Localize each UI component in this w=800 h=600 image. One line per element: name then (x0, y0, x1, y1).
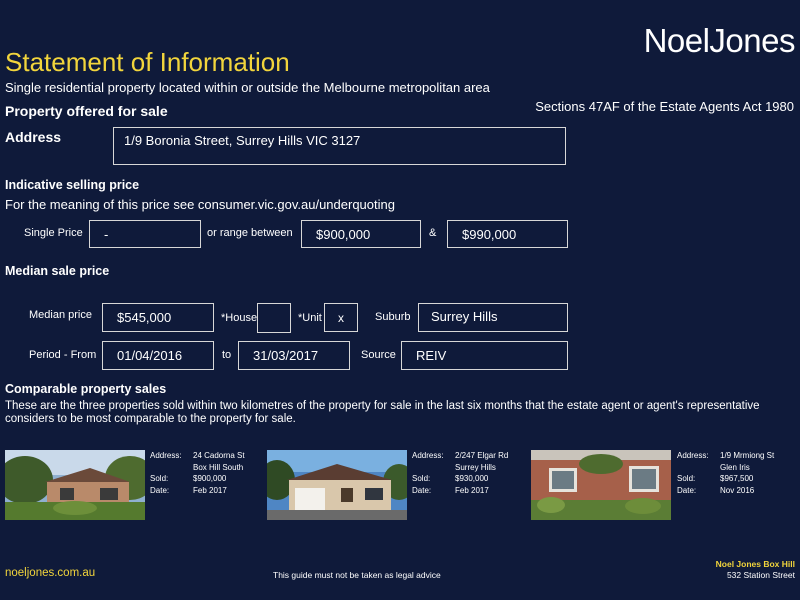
property-1-address-line1: 24 Cadorna St (193, 451, 245, 460)
property-2-address-label: Address: (412, 451, 444, 460)
source-label: Source (361, 349, 396, 361)
property-2-date-label: Date: (412, 485, 432, 495)
office-name: Noel Jones Box Hill (715, 559, 795, 569)
source-value: REIV (416, 348, 447, 363)
indicative-heading: Indicative selling price (5, 178, 140, 192)
suburb-label: Suburb (375, 311, 411, 323)
brand-logo: NoelJones (643, 22, 795, 59)
median-price-label: Median price (29, 309, 92, 321)
property-3-sold-value: $967,500 (720, 474, 754, 483)
property-3-sold-label: Sold: (677, 474, 696, 483)
act-reference: Sections 47AF of the Estate Agents Act 1980 (535, 99, 794, 114)
range-label: or range between (207, 227, 293, 239)
page-subtitle: Single residential property located within or outside the Melbourne metropolitan area (5, 80, 490, 95)
office-address: 532 Station Street (726, 570, 795, 580)
property-2-sold-label: Sold: (412, 474, 431, 483)
property-2-details (412, 450, 532, 496)
property-2-sold-value: $930,000 (455, 474, 489, 483)
property-3-address-line2: Glen Iris (720, 462, 750, 472)
property-2-date-value: Feb 2017 (455, 485, 489, 495)
unit-checkbox (324, 303, 358, 332)
property-1-address-line2: Box Hill South (193, 462, 244, 472)
property-3-date-value: Nov 2016 (720, 485, 755, 495)
median-price-field (102, 303, 214, 332)
range-low-value: $900,000 (316, 226, 371, 242)
property-2-address-line2: Surrey Hills (455, 462, 496, 472)
house-label: *House (221, 312, 258, 324)
unit-label: *Unit (298, 312, 322, 324)
period-from-field (102, 341, 214, 370)
period-from-value: 01/04/2016 (117, 348, 183, 363)
property-3-address-line1: 1/9 Mrmiong St (720, 451, 775, 460)
range-amp: & (429, 227, 437, 239)
legal-disclaimer: This guide must not be taken as legal advice (273, 570, 441, 580)
property-1-date-label: Date: (150, 485, 170, 495)
property-3-details (677, 450, 797, 496)
range-high-value: $990,000 (462, 226, 517, 242)
property-photo-3 (531, 450, 671, 520)
comparable-description: These are the three properties sold within two kilometres of the property for sale in the last six months that the estate agent or agent's representative considers to be most comparable to the property for sale. (5, 400, 760, 425)
property-1-details (150, 450, 270, 496)
source-field (401, 341, 568, 370)
property-1-address-label: Address: (150, 451, 182, 460)
address-field (113, 127, 566, 165)
period-to-field (238, 341, 350, 370)
page-title: Statement of Information (5, 47, 290, 77)
suburb-value: Surrey Hills (431, 309, 498, 324)
range-low-field (301, 220, 421, 248)
period-from-label: Period - From (29, 349, 97, 361)
underquoting-note: For the meaning of this price see consumer.vic.gov.au/underquoting (5, 197, 395, 212)
period-to-value: 31/03/2017 (253, 348, 319, 363)
property-1-sold-label: Sold: (150, 474, 169, 483)
median-price-value: $545,000 (117, 310, 172, 325)
comparable-heading: Comparable property sales (5, 382, 167, 396)
property-3-address-label: Address: (677, 451, 709, 460)
address-value: 1/9 Boronia Street, Surrey Hills VIC 3127 (124, 133, 361, 148)
property-1-sold-value: $900,000 (193, 474, 227, 483)
property-3-date-label: Date: (677, 485, 697, 495)
property-photo-1 (5, 450, 145, 520)
property-2-address-line1: 2/247 Elgar Rd (455, 451, 509, 460)
property-1-date-value: Feb 2017 (193, 485, 227, 495)
range-high-field (447, 220, 568, 248)
single-price-value: - (104, 226, 109, 242)
single-price-label: Single Price (24, 227, 83, 239)
median-heading: Median sale price (5, 264, 110, 278)
website-link[interactable]: noeljones.com.au (5, 567, 96, 579)
suburb-field (418, 303, 568, 332)
single-price-field (89, 220, 201, 248)
unit-checkbox-value: x (338, 310, 344, 325)
property-heading: Property offered for sale (5, 103, 168, 119)
period-to-label: to (222, 349, 232, 361)
house-checkbox (257, 303, 291, 333)
address-label: Address (5, 129, 62, 145)
property-photo-2 (267, 450, 407, 520)
